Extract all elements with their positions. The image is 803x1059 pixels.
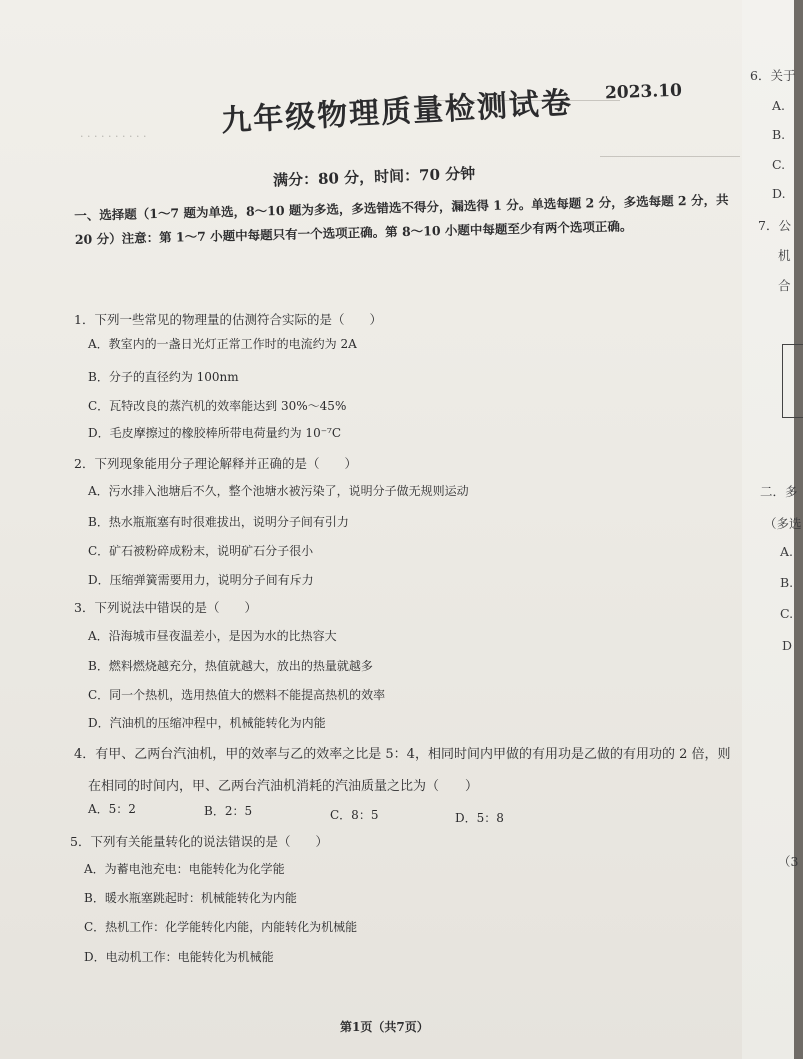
- next-page-fragment: 机: [778, 248, 791, 263]
- next-page-fragment: （多选: [764, 516, 802, 531]
- question-3-stem: 3．下列说法中错误的是（ ）: [74, 600, 257, 615]
- question-3-option-c: C．同一个热机，选用热值大的燃料不能提高热机的效率: [88, 688, 386, 702]
- next-page-fragment: 合: [778, 278, 791, 293]
- question-4-option-b: B．2：5: [204, 804, 253, 818]
- question-1-option-a: A．教室内的一盏日光灯正常工作时的电流约为 2A: [88, 337, 357, 351]
- question-1-option-c: C．瓦特改良的蒸汽机的效率能达到 30%～45%: [88, 399, 347, 413]
- next-page-fragment: A.: [772, 98, 786, 113]
- question-5-option-c: C．热机工作：化学能转化内能，内能转化为机械能: [84, 920, 358, 934]
- exam-title: 九年级物理质量检测试卷: [220, 85, 574, 139]
- bleed-through-line: [600, 156, 740, 157]
- question-3-option-a: A．沿海城市昼夜温差小，是因为水的比热容大: [88, 629, 337, 643]
- next-page-fragment: （3: [778, 854, 799, 869]
- question-4-option-c: C．8：5: [330, 808, 379, 822]
- question-5-option-d: D．电动机工作：电能转化为机械能: [84, 950, 274, 964]
- question-3-option-b: B．燃料燃烧越充分，热值就越大，放出的热量就越多: [88, 659, 373, 673]
- next-page-fragment: 6．关于: [750, 68, 796, 83]
- question-2-option-a: A．污水排入池塘后不久，整个池塘水被污染了，说明分子做无规则运动: [88, 484, 469, 498]
- next-page-fragment: B.: [772, 127, 786, 142]
- next-page-fragment: 7．公: [758, 218, 791, 233]
- circuit-diagram-fragment: [782, 344, 803, 418]
- question-5-stem: 5．下列有关能量转化的说法错误的是（ ）: [70, 834, 328, 849]
- page-footer: 第1页（共7页）: [340, 1020, 429, 1034]
- next-page-fragment: A.: [780, 544, 794, 559]
- next-page-fragment: B.: [780, 575, 794, 590]
- score-time-line: 满分：80 分，时间：70 分钟: [272, 164, 476, 190]
- next-page-fragment: C.: [780, 606, 794, 621]
- next-page-fragment: D: [782, 638, 793, 653]
- bleed-through-text: · · · · · · · · · ·: [80, 130, 147, 143]
- question-4-stem: 4．有甲、乙两台汽油机，甲的效率与乙的效率之比是 5：4，相同时间内甲做的有用功是乙做的有用功的 2 倍，则: [74, 747, 731, 762]
- question-2-option-b: B．热水瓶瓶塞有时很难拔出，说明分子间有引力: [88, 515, 349, 529]
- question-4-option-a: A．5：2: [88, 802, 136, 816]
- question-5-option-b: B．暖水瓶塞跳起时：机械能转化为内能: [84, 891, 297, 905]
- question-2-stem: 2．下列现象能用分子理论解释并正确的是（ ）: [74, 456, 357, 471]
- question-3-option-d: D．汽油机的压缩冲程中，机械能转化为内能: [88, 716, 326, 730]
- question-1-stem: 1．下列一些常见的物理量的估测符合实际的是（ ）: [74, 312, 382, 327]
- section-instructions: 一、选择题（1～7 题为单选，8～10 题为多选，多选错选不得分，漏选得 1 分。单选每题 2 分，多选每题 2 分，共 20 分）注意：第 1～7 小题中每题只有一个选项正确。第 8～10 小题中每题至少有两个选项正确。: [74, 192, 729, 247]
- next-page-fragment: C.: [772, 157, 786, 172]
- question-2-option-d: D．压缩弹簧需要用力，说明分子间有斥力: [88, 573, 314, 587]
- exam-date: 2023.10: [604, 80, 683, 104]
- question-5-option-a: A．为蓄电池充电：电能转化为化学能: [84, 862, 285, 876]
- question-1-option-b: B．分子的直径约为 100nm: [88, 370, 239, 384]
- question-4-option-d: D．5：8: [455, 811, 504, 825]
- question-2-option-c: C．矿石被粉碎成粉末，说明矿石分子很小: [88, 544, 314, 558]
- question-1-option-d: D．毛皮摩擦过的橡胶棒所带电荷量约为 10⁻⁷C: [88, 426, 342, 440]
- question-4-stem-continued: 在相同的时间内，甲、乙两台汽油机消耗的汽油质量之比为（ ）: [88, 779, 479, 794]
- next-page-fragment: D.: [772, 186, 786, 201]
- next-page-edge: [742, 0, 802, 1059]
- next-page-fragment: 二．多: [760, 484, 798, 499]
